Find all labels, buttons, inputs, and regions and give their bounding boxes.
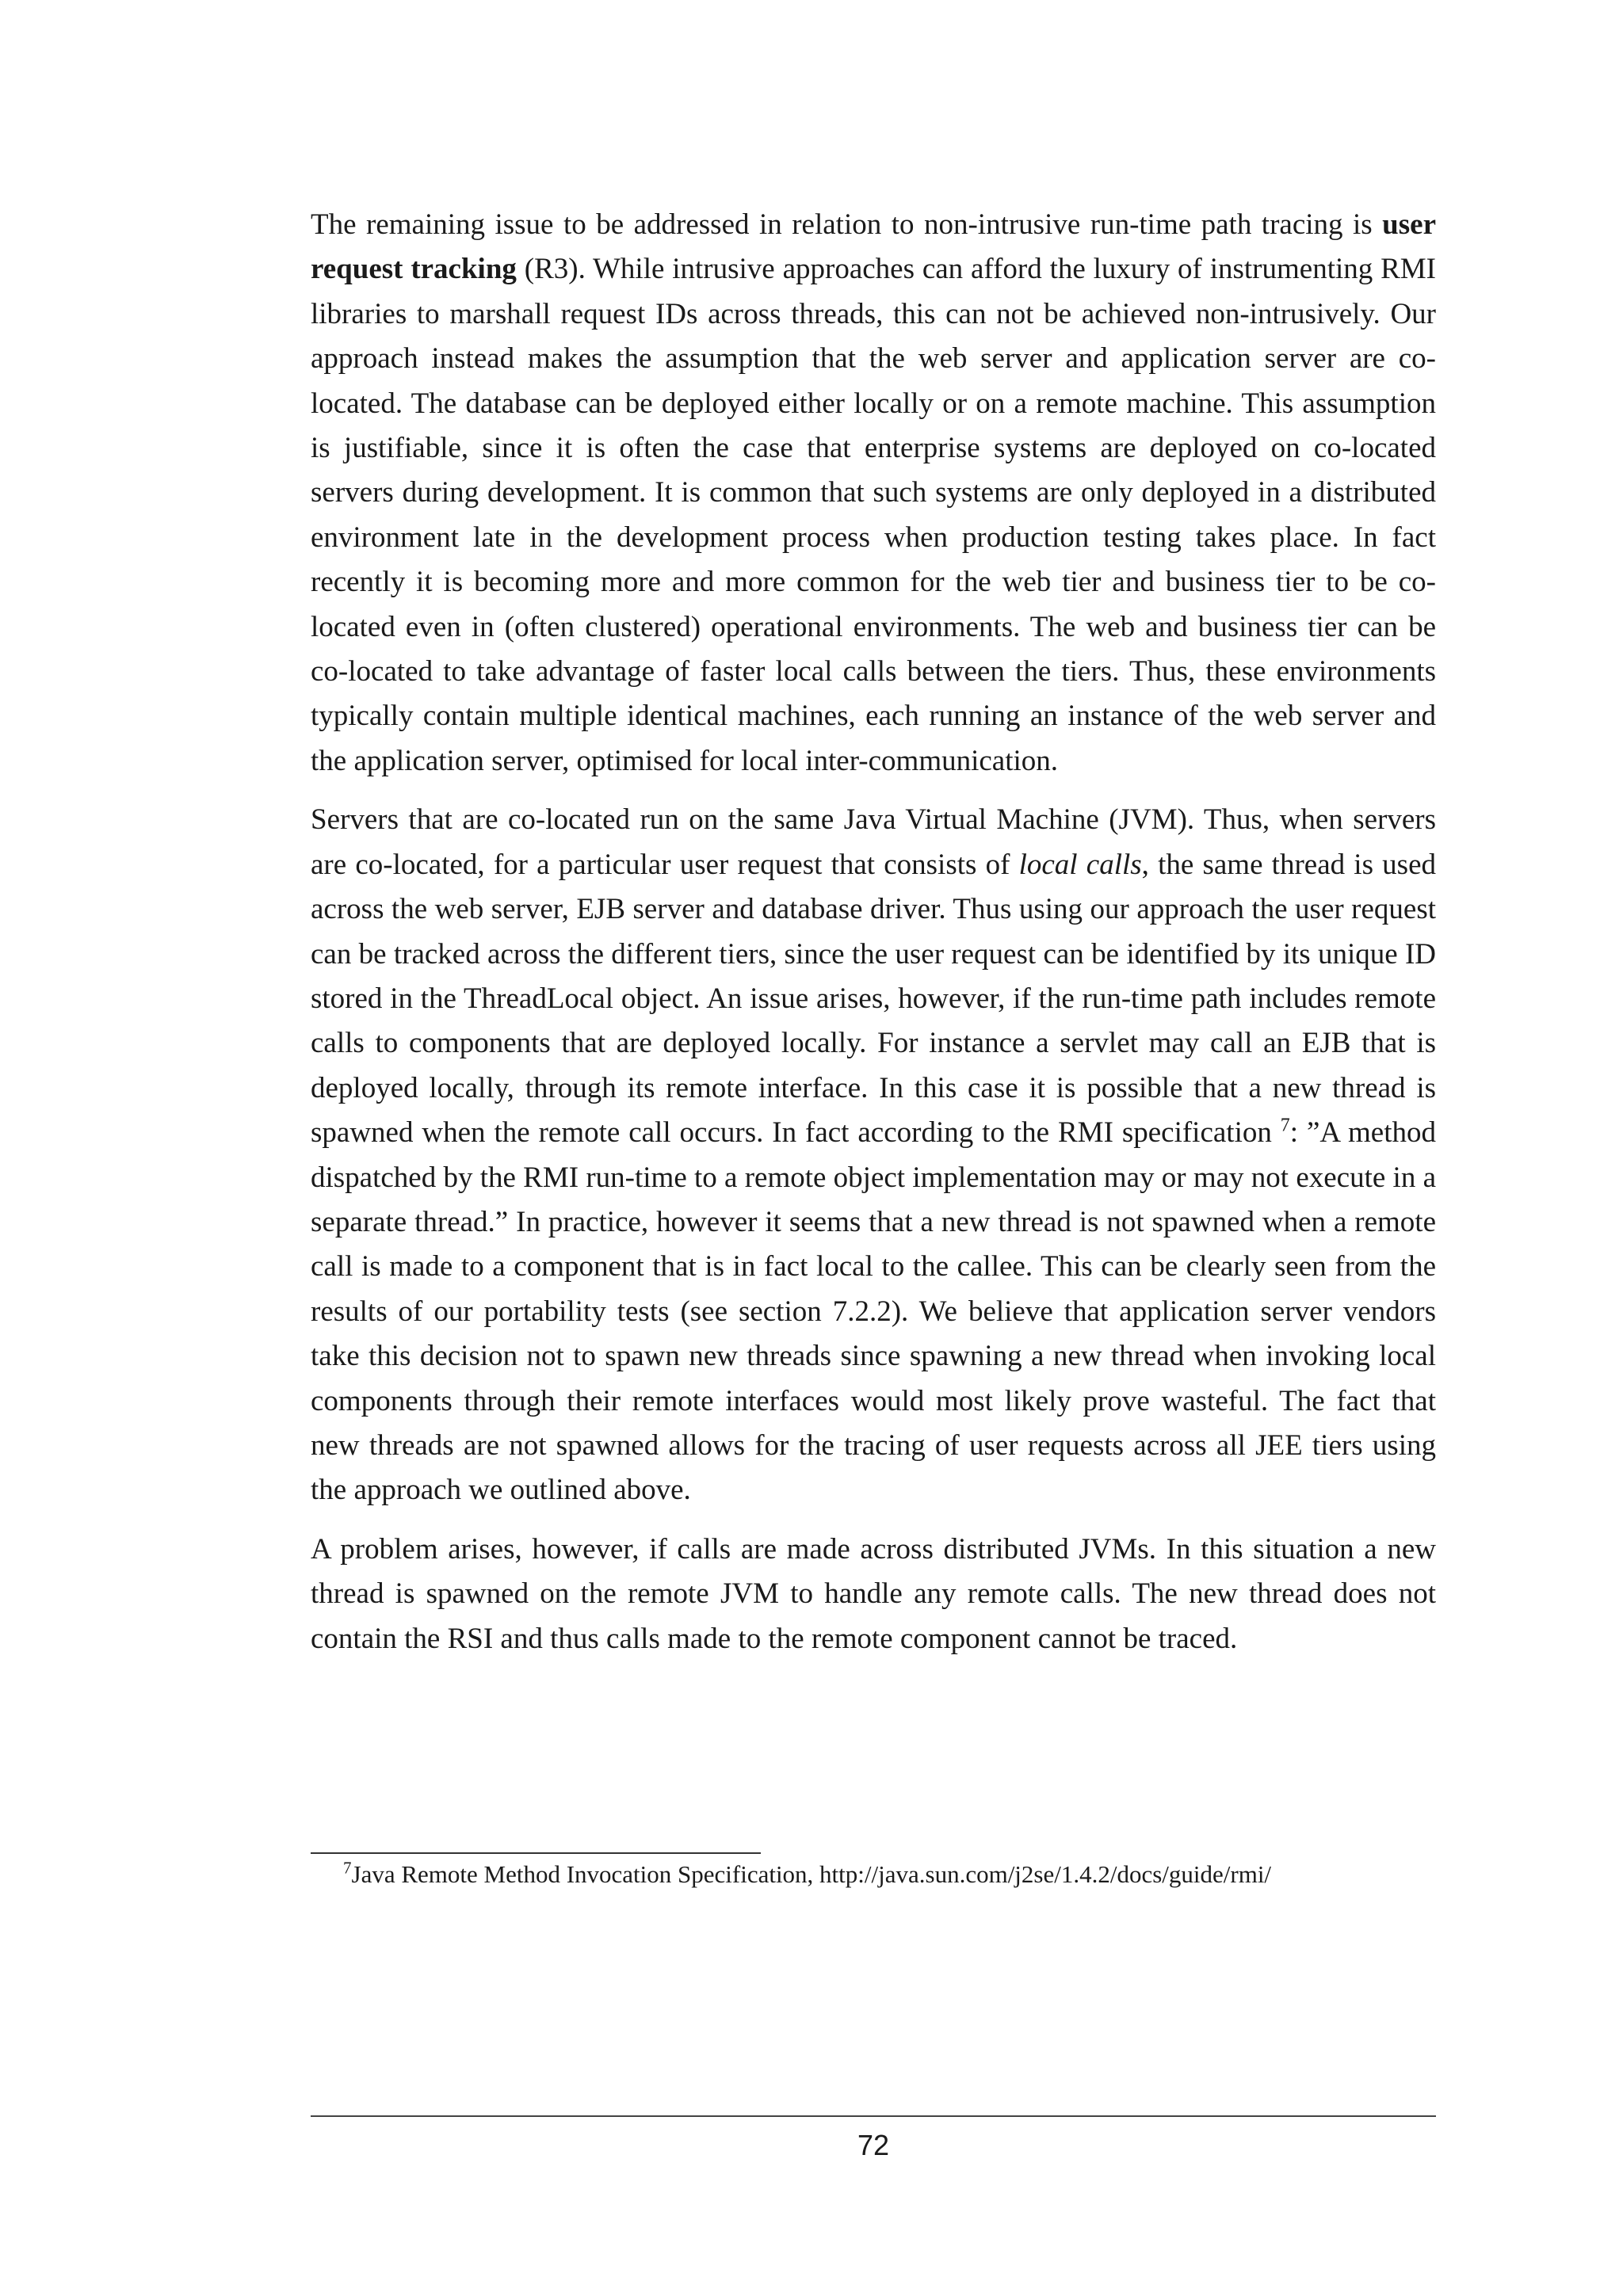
paragraph-user-request-tracking — [311, 203, 1436, 784]
paragraph-co-located-servers — [311, 798, 1436, 1513]
paragraph-distributed-jvms — [311, 1527, 1436, 1661]
footnote-marker: 7 — [343, 1858, 352, 1878]
paragraph-text: , the same thread is used across the web server, EJB server and database driver. Thus using our approach the user request can be tracked across the different tiers, since the user request can be identified by its unique ID stored in the ThreadLocal object. An issue arises, however, if the run-time path includes remote calls to components that are deployed locally. For instance a servlet may call an EJB that is deployed locally, through its remote interface. In this case it is possible that a new thread is spawned when the remote call occurs. In fact according to the RMI specification — [311, 848, 1436, 1150]
bold-term: user request tracking — [311, 208, 1436, 286]
page-footer-divider — [311, 2115, 1436, 2117]
paragraph-text: (R3). While intrusive approaches can afford the luxury of instrumenting RMI libraries to marshall request IDs across threads, this can not be achieved non-intrusively. Our approach instead makes the assumption that the web server and application server are co-located. The database can be deployed either locally or on a remote machine. This assumption is justifiable, since it is often the case that enterprise systems are deployed on co-located servers during development. It is common that such systems are only deployed in a distributed environment late in the development process when production testing takes place. In fact recently it is becoming more and more common for the web tier and business tier to be co-located even in (often clustered) operational environments. The web and business tier can be co-located to take advantage of faster local calls between the tiers. Thus, these environments typically contain multiple identical machines, each running an instance of the web server and the application server, optimised for local inter-communication. — [311, 253, 1437, 777]
footnote — [343, 1857, 1437, 1892]
italic-term: local calls — [1018, 848, 1142, 881]
footnote-reference[interactable]: 7 — [1280, 1115, 1290, 1136]
body-text — [311, 203, 1436, 1661]
paragraph-text: Servers that are co-located run on the same Java Virtual Machine (JVM). Thus, when servers are co-located, for a particular user request that consists of — [311, 803, 1436, 881]
footnote-text: Java Remote Method Invocation Specification, http://java.sun.com/j2se/1.4.2/docs/guide/rmi/ — [351, 1860, 1272, 1888]
paragraph-text: The remaining issue to be addressed in relation to non-intrusive run-time path tracing is — [311, 208, 1383, 241]
paragraph-text: A problem arises, however, if calls are made across distributed JVMs. In this situation a new thread is spawned on the remote JVM to handle any remote calls. The new thread does not contain the RSI and thus calls made to the remote component cannot be traced. — [311, 1532, 1436, 1655]
page-number: 72 — [857, 2129, 890, 2161]
paragraph-text: : ”A method dispatched by the RMI run-time to a remote object implementation may or may not execute in a separate thread.” In practice, however it seems that a new thread is not spawned when a remote call is made to a component that is in fact local to the callee. This can be clearly seen from the results of our portability tests (see section 7.2.2). We believe that application server vendors take this decision not to spawn new threads since spawning a new thread when invoking local components through their remote interfaces would most likely prove wasteful. The fact that new threads are not spawned allows for the tracing of user requests across all JEE tiers using the approach we outlined above. — [311, 1116, 1436, 1507]
footnote-divider — [311, 1852, 761, 1854]
